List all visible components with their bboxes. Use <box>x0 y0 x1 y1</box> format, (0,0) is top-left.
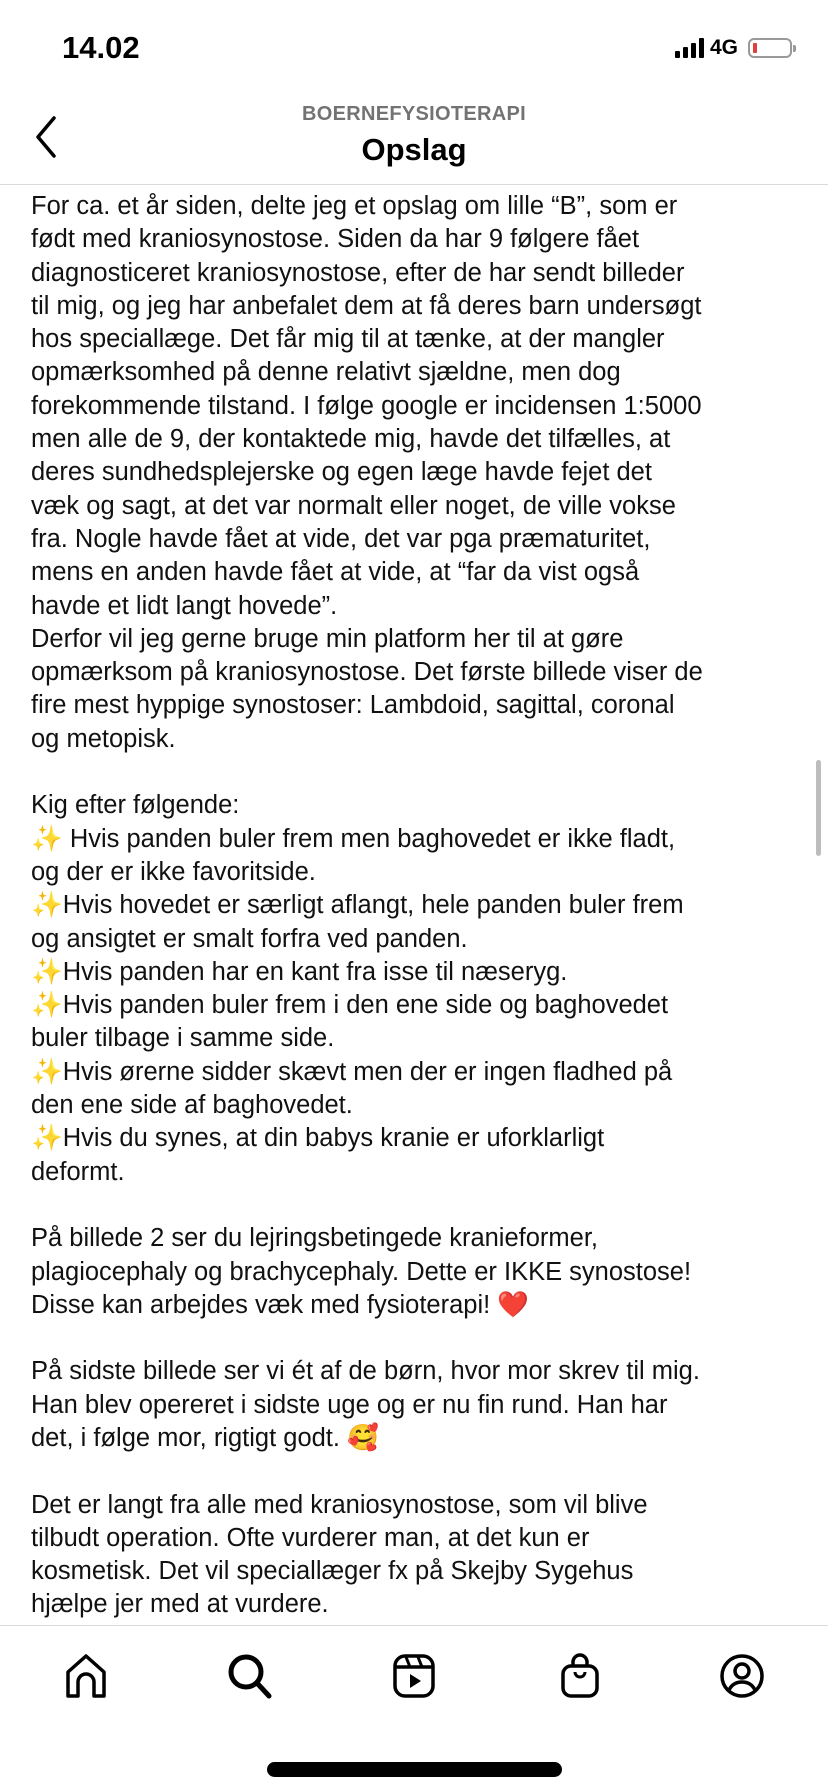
signal-icon <box>675 38 704 58</box>
shop-icon[interactable] <box>556 1652 604 1700</box>
caption-line: tilbudt operation. Ofte vurderer man, at det kun er <box>31 1523 590 1552</box>
caption-line: havde et lidt langt hovede”. <box>31 591 338 620</box>
caption-blank-line <box>31 1189 703 1222</box>
caption-line: og ansigtet er smalt forfra ved panden. <box>31 924 468 953</box>
caption-line: Derfor vil jeg gerne bruge min platform her til at gøre <box>31 624 624 653</box>
caption-line: forekommende tilstand. I følge google er incidensen 1:5000 <box>31 391 702 420</box>
caption-line: ✨Hvis du synes, at din babys kranie er uforklarligt <box>31 1124 605 1153</box>
caption-line: født med kraniosynostose. Siden da har 9 følgere fået <box>31 225 640 254</box>
caption-line: opmærksomhed på denne relativt sjældne, men dog <box>31 358 621 387</box>
caption-line: Kig efter følgende: <box>31 791 240 820</box>
caption-line: ✨Hvis ørerne sidder skævt men der er ingen fladhed på <box>31 1057 673 1086</box>
caption-line: Han blev opereret i sidste uge og er nu fin rund. Han har <box>31 1390 668 1419</box>
caption-line: mens en anden havde fået at vide, at “far da vist også <box>31 558 640 587</box>
caption-line: ✨Hvis hovedet er særligt aflangt, hele panden buler frem <box>31 891 684 920</box>
account-name[interactable]: BOERNEFYSIOTERAPI <box>301 103 527 125</box>
caption-blank-line <box>31 756 703 789</box>
caption-line: ✨ Hvis panden buler frem men baghovedet er ikke fladt, <box>31 824 676 853</box>
caption-line: fire mest hyppige synostoser: Lambdoid, sagittal, coronal <box>31 691 675 720</box>
header-divider <box>0 184 828 185</box>
nav-divider <box>0 1625 828 1626</box>
caption-line: det, i følge mor, rigtigt godt. 🥰 <box>31 1423 379 1452</box>
home-icon[interactable] <box>62 1652 110 1700</box>
post-caption <box>31 190 703 1622</box>
caption-line: diagnosticeret kraniosynostose, efter de har sendt billeder <box>31 258 685 287</box>
caption-line: For ca. et år siden, delte jeg et opslag om lille “B”, som er <box>31 192 678 220</box>
caption-line: hos speciallæge. Det får mig til at tænke, at der mangler <box>31 325 665 354</box>
caption-line: Disse kan arbejdes væk med fysioterapi! ❤️ <box>31 1290 530 1319</box>
search-icon[interactable] <box>226 1652 274 1700</box>
battery-icon <box>748 38 792 58</box>
caption-line: og metopisk. <box>31 724 176 753</box>
caption-line: til mig, og jeg har anbefalet dem at få deres barn undersøgt <box>31 291 702 320</box>
caption-line: den ene side af baghovedet. <box>31 1091 353 1120</box>
home-indicator[interactable] <box>267 1762 562 1777</box>
caption-line: plagiocephaly og brachycephaly. Dette er IKKE synostose! <box>31 1257 692 1286</box>
status-time: 14.02 <box>62 30 140 65</box>
bottom-nav <box>0 1640 828 1710</box>
caption-line: og der er ikke favoritside. <box>31 857 316 886</box>
page-title: Opslag <box>361 132 467 167</box>
caption-line: buler tilbage i samme side. <box>31 1024 335 1053</box>
caption-line: væk og sagt, at det var normalt eller noget, de ville vokse <box>31 491 676 520</box>
caption-line: kosmetisk. Det vil speciallæger fx på Skejby Sygehus <box>31 1557 634 1586</box>
reels-icon[interactable] <box>390 1652 438 1700</box>
caption-line: ✨Hvis panden har en kant fra isse til næseryg. <box>31 957 568 986</box>
caption-line: fra. Nogle havde fået at vide, det var pga præmaturitet, <box>31 524 651 553</box>
caption-line: hjælpe jer med at vurdere. <box>31 1590 329 1619</box>
caption-line: På billede 2 ser du lejringsbetingede kranieformer, <box>31 1224 599 1253</box>
caption-blank-line <box>31 1455 703 1488</box>
caption-line: deformt. <box>31 1157 125 1186</box>
profile-icon[interactable] <box>718 1652 766 1700</box>
network-type: 4G <box>709 36 738 59</box>
caption-line: deres sundhedsplejerske og egen læge havde fejet det <box>31 458 652 487</box>
caption-line: men alle de 9, der kontaktede mig, havde det tilfælles, at <box>31 425 671 454</box>
caption-blank-line <box>31 1322 703 1355</box>
caption-line: Det er langt fra alle med kraniosynostose, som vil blive <box>31 1490 648 1519</box>
caption-line: ✨Hvis panden buler frem i den ene side og baghovedet <box>31 991 669 1020</box>
scrollbar[interactable] <box>816 760 821 856</box>
caption-line: På sidste billede ser vi ét af de børn, hvor mor skrev til mig. <box>31 1357 700 1386</box>
status-indicators <box>675 36 792 60</box>
caption-line: opmærksom på kraniosynostose. Det første billede viser de <box>31 658 703 687</box>
